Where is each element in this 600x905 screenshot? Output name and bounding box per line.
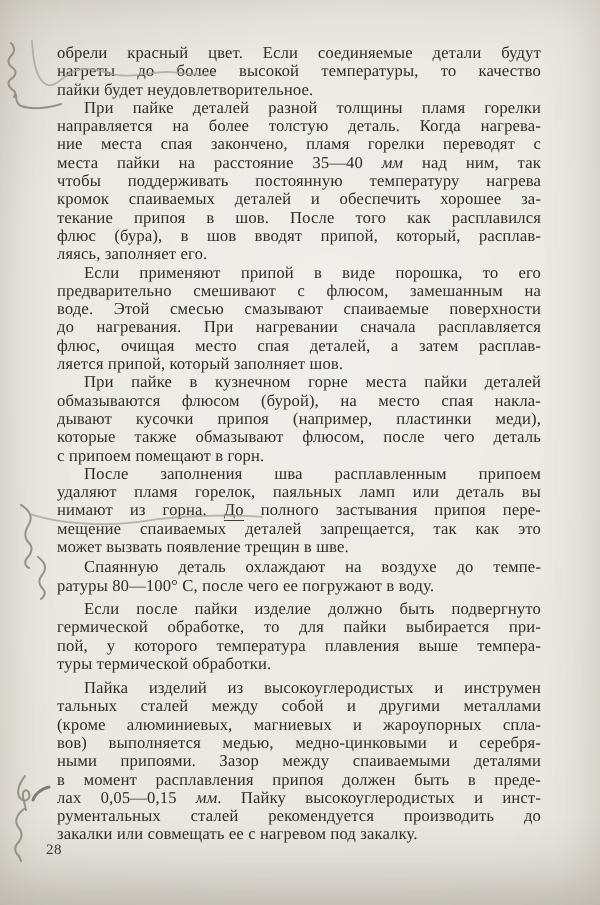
reader-underline: До xyxy=(223,500,244,520)
text-line: дывают кусочки припоя (например, пластинки меди), xyxy=(57,408,541,428)
page-number: 28 xyxy=(46,842,62,858)
text-column xyxy=(57,44,541,844)
text-line: флюс (бура), в шов вводят припой, который, расплав- xyxy=(57,225,541,245)
paragraph xyxy=(57,465,541,556)
pencil-brace-bottom-icon xyxy=(15,809,24,861)
pencil-brace-upper-icon xyxy=(21,505,31,568)
text-line: ляется припой, который заполняет шов. xyxy=(57,354,344,374)
text-line: При пайке деталей разной толщины пламя горелки xyxy=(84,97,541,117)
pencil-squiggle-bottom-left-icon xyxy=(18,776,29,810)
text-line: Спаянную деталь охлаждают на воздухе до темпе- xyxy=(84,557,541,577)
text-line: направляется на более толстую деталь. Когда нагрева- xyxy=(57,116,541,136)
text-line: ратуры 80—100° С, после чего ее погружают в воду. xyxy=(57,575,435,595)
text-line: нимают из горна. До полного застывания припоя пере- xyxy=(57,500,541,520)
text-line: в момент расплавления припоя должен быть в преде- xyxy=(57,769,541,789)
text-line: до нагревания. При нагревании сначала расплавляется xyxy=(57,317,541,337)
text-line: нагреты до более высокой температуры, то качество xyxy=(57,61,541,81)
text-line: вов) выполняется медью, медно-цинковыми и серебря- xyxy=(57,732,541,752)
text-line: удаляют пламя горелок, паяльных ламп или деталь вы xyxy=(57,482,541,502)
pencil-squiggle-top-left-icon xyxy=(9,43,16,97)
paragraph xyxy=(57,44,541,99)
paragraph xyxy=(57,558,541,595)
text-line: пайки будет неудовлетворительное. xyxy=(57,79,314,99)
text-line: ние места спая закончено, пламя горелки переводят с xyxy=(57,134,541,154)
text-line: чтобы поддерживать постоянную температуру нагрева xyxy=(57,171,541,191)
paragraph xyxy=(57,99,541,264)
text-line: Если после пайки изделие должно быть подвергнуто xyxy=(84,598,541,618)
text-line: предварительно смешивают с флюсом, замешанным на xyxy=(57,280,541,300)
text-line: обмазываются флюсом (бурой), на место спая накла- xyxy=(57,390,541,410)
paragraph xyxy=(57,264,541,374)
text-line: туры термической обработки. xyxy=(57,653,272,673)
text-line: обрели красный цвет. Если соединяемые детали будут xyxy=(57,43,541,62)
text-line: ными припоями. Зазор между спаиваемыми деталями xyxy=(57,751,541,771)
text-line: закалки или совмещать ее с нагревом под закалку. xyxy=(57,824,418,844)
text-line: может вызвать появление трещин в шве. xyxy=(57,537,349,557)
paragraph xyxy=(57,600,541,673)
text-line: При пайке в кузнечном горне места пайки деталей xyxy=(84,372,541,392)
text-line: кромок спаиваемых деталей и обеспечить хорошее за- xyxy=(57,189,541,209)
pencil-diagonal-stroke-icon xyxy=(33,787,49,800)
text-line: места пайки на расстояние 35—40 мм над ним, так xyxy=(57,152,541,172)
text-line: флюс, очищая место спая деталей, а затем расплав- xyxy=(57,335,541,355)
text-line: гермической обработке, то для пайки выбирается при- xyxy=(57,617,541,637)
pencil-horizontal-stroke-icon xyxy=(16,95,61,108)
text-line: тальных сталей между собой и другими металлами xyxy=(57,696,541,716)
text-line: После заполнения шва расплавленным припоем xyxy=(84,463,541,483)
text-line: которые также обмазывают флюсом, после чего деталь xyxy=(57,427,541,447)
pencil-brace-lower-icon xyxy=(38,557,45,599)
text-line: ляясь, заполняет его. xyxy=(57,244,208,264)
text-line: Пайка изделий из высокоуглеродистых и инструмен xyxy=(84,678,541,698)
text-line: (кроме алюминиевых, магниевых и жароупорных спла- xyxy=(57,714,541,734)
text-line: текание припоя в шов. После того как расплавился xyxy=(57,207,541,227)
paragraph xyxy=(57,679,541,844)
text-line: рументальных сталей рекомендуется производить до xyxy=(57,806,541,826)
text-line: Если применяют припой в виде порошка, то его xyxy=(84,262,541,282)
text-line: лах 0,05—0,15 мм. Пайку высокоуглеродистых и инст- xyxy=(57,787,541,807)
text-line: воде. Этой смесью смазывают спаиваемые поверхности xyxy=(57,299,541,319)
text-line: пой, у которого температура плавления выше темпера- xyxy=(57,635,541,655)
paragraph xyxy=(57,373,541,464)
text-line: мещение спаиваемых деталей запрещается, так как это xyxy=(57,518,541,538)
text-line: с припоем помещают в горн. xyxy=(57,445,265,465)
